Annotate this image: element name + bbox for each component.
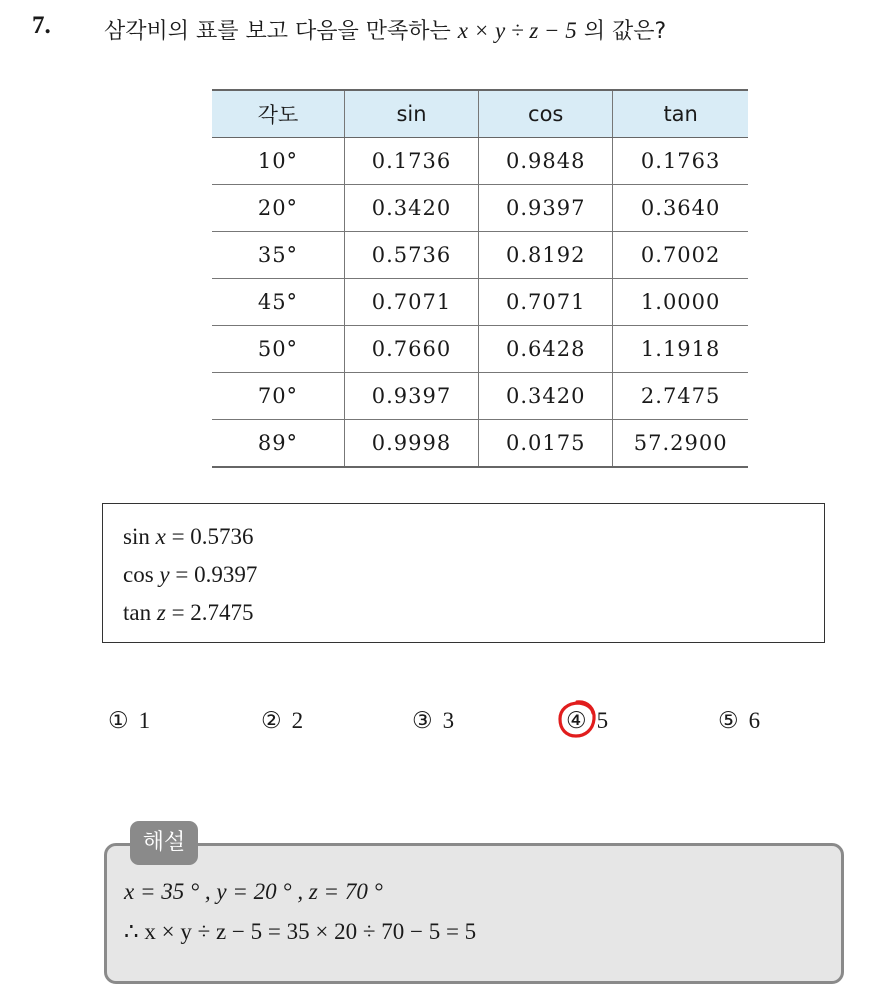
table-row	[212, 138, 748, 185]
header-tan: tan	[613, 90, 748, 138]
choice-value: 2	[291, 708, 304, 733]
cell-tan: 1.1918	[613, 326, 748, 373]
cell-angle: 50°	[212, 326, 344, 373]
cell-tan: 0.3640	[613, 185, 748, 232]
given-func: tan	[123, 600, 152, 625]
cell-angle: 45°	[212, 279, 344, 326]
cell-angle: 20°	[212, 185, 344, 232]
solution-line-2: ∴ x × y ÷ z − 5 = 35 × 20 ÷ 70 − 5 = 5	[124, 919, 477, 944]
choice-5[interactable]	[718, 708, 760, 734]
table-header-row	[212, 90, 748, 138]
cell-angle: 10°	[212, 138, 344, 185]
choice-value: 6	[748, 708, 761, 733]
question-expression: x × y ÷ z − 5	[457, 18, 577, 43]
solution-label: 해설	[130, 821, 198, 865]
given-line-tan	[123, 594, 824, 632]
cell-angle: 70°	[212, 373, 344, 420]
given-func: cos	[123, 562, 154, 587]
question-number: 7.	[32, 12, 51, 39]
trig-ratio-table	[212, 89, 748, 468]
choice-marker: ④	[566, 708, 587, 733]
choice-marker: ①	[108, 708, 129, 733]
cell-cos: 0.9848	[479, 138, 613, 185]
choice-marker: ②	[261, 708, 282, 733]
given-conditions-box	[102, 503, 825, 643]
given-value: = 0.5736	[171, 524, 254, 549]
choice-3[interactable]	[412, 708, 454, 734]
cell-tan: 0.7002	[613, 232, 748, 279]
choice-2[interactable]	[261, 708, 303, 734]
given-value: = 0.9397	[175, 562, 258, 587]
cell-angle: 35°	[212, 232, 344, 279]
cell-cos: 0.7071	[479, 279, 613, 326]
cell-tan: 0.1763	[613, 138, 748, 185]
cell-sin: 0.3420	[344, 185, 478, 232]
cell-tan: 1.0000	[613, 279, 748, 326]
question-text	[104, 14, 666, 45]
answer-choices	[108, 708, 808, 742]
header-sin: sin	[344, 90, 478, 138]
given-var: x	[155, 524, 166, 549]
solution-text	[124, 872, 476, 952]
given-func: sin	[123, 524, 150, 549]
choice-marker: ⑤	[718, 708, 739, 733]
table-row	[212, 232, 748, 279]
choice-value: 5	[596, 708, 609, 733]
choice-1[interactable]	[108, 708, 150, 734]
given-line-sin	[123, 518, 824, 556]
cell-cos: 0.6428	[479, 326, 613, 373]
header-cos: cos	[479, 90, 613, 138]
cell-tan: 57.2900	[613, 420, 748, 468]
cell-sin: 0.5736	[344, 232, 478, 279]
selected-answer-circle-icon	[557, 699, 597, 739]
given-line-cos	[123, 556, 824, 594]
choice-marker: ③	[412, 708, 433, 733]
cell-cos: 0.9397	[479, 185, 613, 232]
cell-tan: 2.7475	[613, 373, 748, 420]
given-var: y	[159, 562, 170, 587]
given-value: = 2.7475	[171, 600, 254, 625]
cell-sin: 0.7660	[344, 326, 478, 373]
table-row	[212, 326, 748, 373]
choice-value: 3	[442, 708, 455, 733]
question-suffix: 의 값은?	[583, 19, 667, 44]
cell-cos: 0.3420	[479, 373, 613, 420]
cell-angle: 89°	[212, 420, 344, 468]
header-angle: 각도	[212, 90, 344, 138]
cell-sin: 0.1736	[344, 138, 478, 185]
table-row	[212, 185, 748, 232]
solution-line-1: x = 35 ° , y = 20 ° , z = 70 °	[124, 879, 383, 904]
cell-sin: 0.7071	[344, 279, 478, 326]
question-prompt: 삼각비의 표를 보고 다음을 만족하는	[104, 19, 451, 44]
cell-cos: 0.8192	[479, 232, 613, 279]
table-row	[212, 420, 748, 468]
table-row	[212, 279, 748, 326]
cell-cos: 0.0175	[479, 420, 613, 468]
table-row	[212, 373, 748, 420]
choice-4[interactable]	[566, 708, 608, 734]
given-var: z	[156, 600, 166, 625]
choice-value: 1	[138, 708, 151, 733]
cell-sin: 0.9998	[344, 420, 478, 468]
cell-sin: 0.9397	[344, 373, 478, 420]
